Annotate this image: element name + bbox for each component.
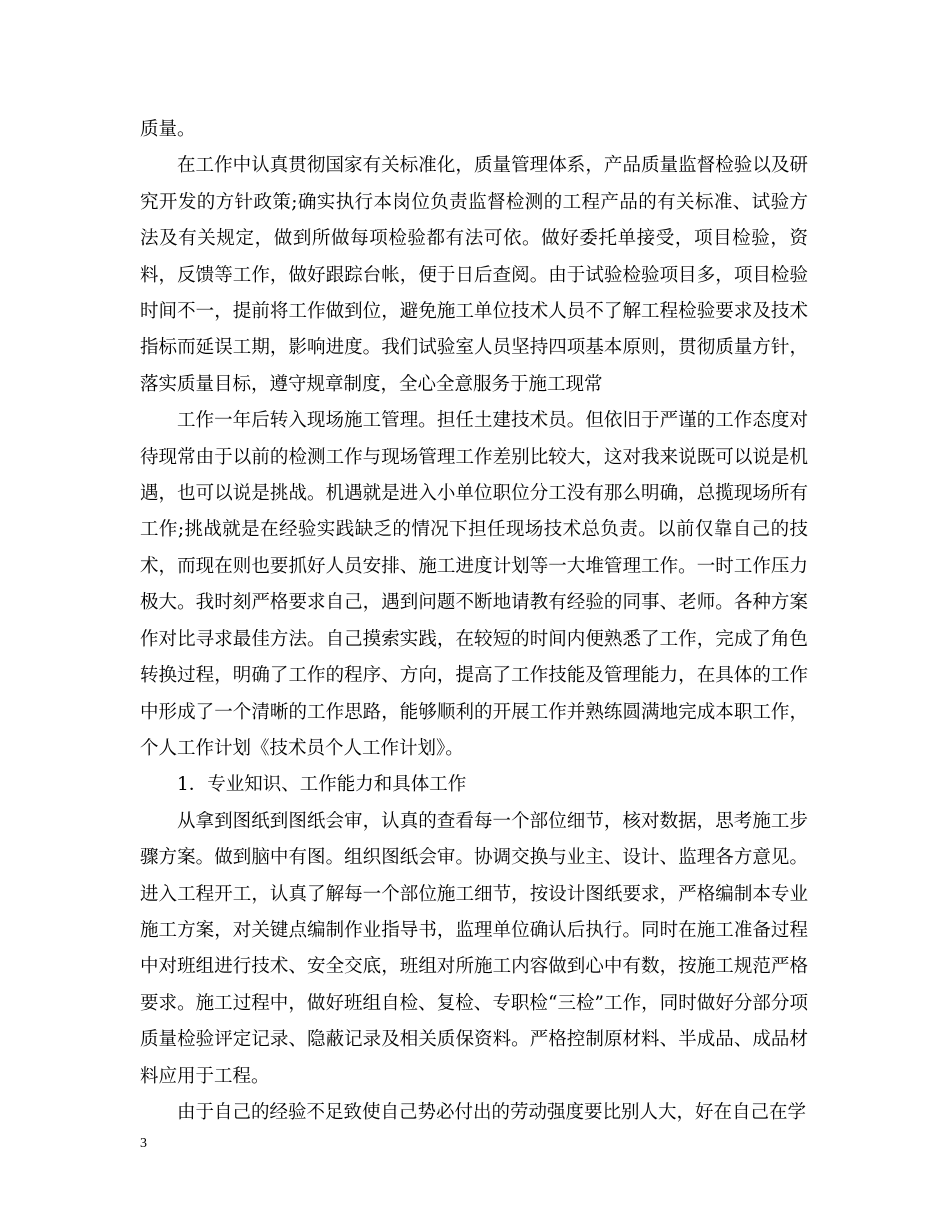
paragraph-site-management: 工作一年后转入现场施工管理。担任土建技术员。但依旧于严谨的工作态度对待现常由于以前的检测工作与现场管理工作差别比较大，这对我来说既可以说是机遇，也可以说是挑战。机遇就是进入小单位职位分工没有那么明确，总揽现场所有工作;挑战就是在经验实践缺乏的情况下担任现场技术总负责。以前仅靠自己的技术，而现在则也要抓好人员安排、施工进度计划等一大堆管理工作。一时工作压力极大。我时刻严格要求自己，遇到问题不断地请教有经验的同事、老师。各种方案作对比寻求最佳方法。自己摸索实践，在较短的时间内便熟悉了工作，完成了角色转换过程，明确了工作的程序、方向，提高了工作技能及管理能力，在具体的工作中形成了一个清晰的工作思路，能够顺利的开展工作并熟练圆满地完成本职工作，个人工作计划《技术员个人工作计划》。 — [140, 410, 808, 759]
document-body — [140, 112, 808, 1131]
paragraph-experience: 由于自己的经验不足致使自己势必付出的劳动强度要比别人大，好在自己在学 — [177, 1101, 807, 1123]
paragraph-quality-standards: 在工作中认真贯彻国家有关标准化，质量管理体系，产品质量监督检验以及研究开发的方针政策;确实执行本岗位负责监督检测的工程产品的有关标准、试验方法及有关规定，做到所做每项检验都有法可依。做好委托单接受，项目检验，资料，反馈等工作，做好跟踪台帐，便于日后查阅。由于试验检验项目多，项目检验时间不一，提前将工作做到位，避免施工单位技术人员不了解工程检验要求及技术指标而延误工期，影响进度。我们试验室人员坚持四项基本原则，贯彻质量方针，落实质量目标，遵守规章制度，全心全意服务于施工现常 — [140, 155, 808, 395]
paragraph-continuation: 质量。 — [140, 119, 196, 140]
section-heading-professional-knowledge: 1．专业知识、工作能力和具体工作 — [177, 774, 467, 796]
paragraph-drawing-review: 从拿到图纸到图纸会审，认真的查看每一个部位细节，核对数据，思考施工步骤方案。做到脑中有图。组织图纸会审。协调交换与业主、设计、监理各方意见。进入工程开工，认真了解每一个部位施工细节，按设计图纸要求，严格编制本专业施工方案，对关键点编制作业指导书，监理单位确认后执行。同时在施工准备过程中对班组进行技术、安全交底，班组对所施工内容做到心中有数，按施工规范严格要求。施工过程中，做好班组自检、复检、专职检“三检”工作，同时做好分部分项质量检验评定记录、隐蔽记录及相关质保资料。严格控制原材料、半成品、成品材料应用于工程。 — [140, 810, 808, 1087]
page-number: 3 — [140, 1136, 147, 1151]
